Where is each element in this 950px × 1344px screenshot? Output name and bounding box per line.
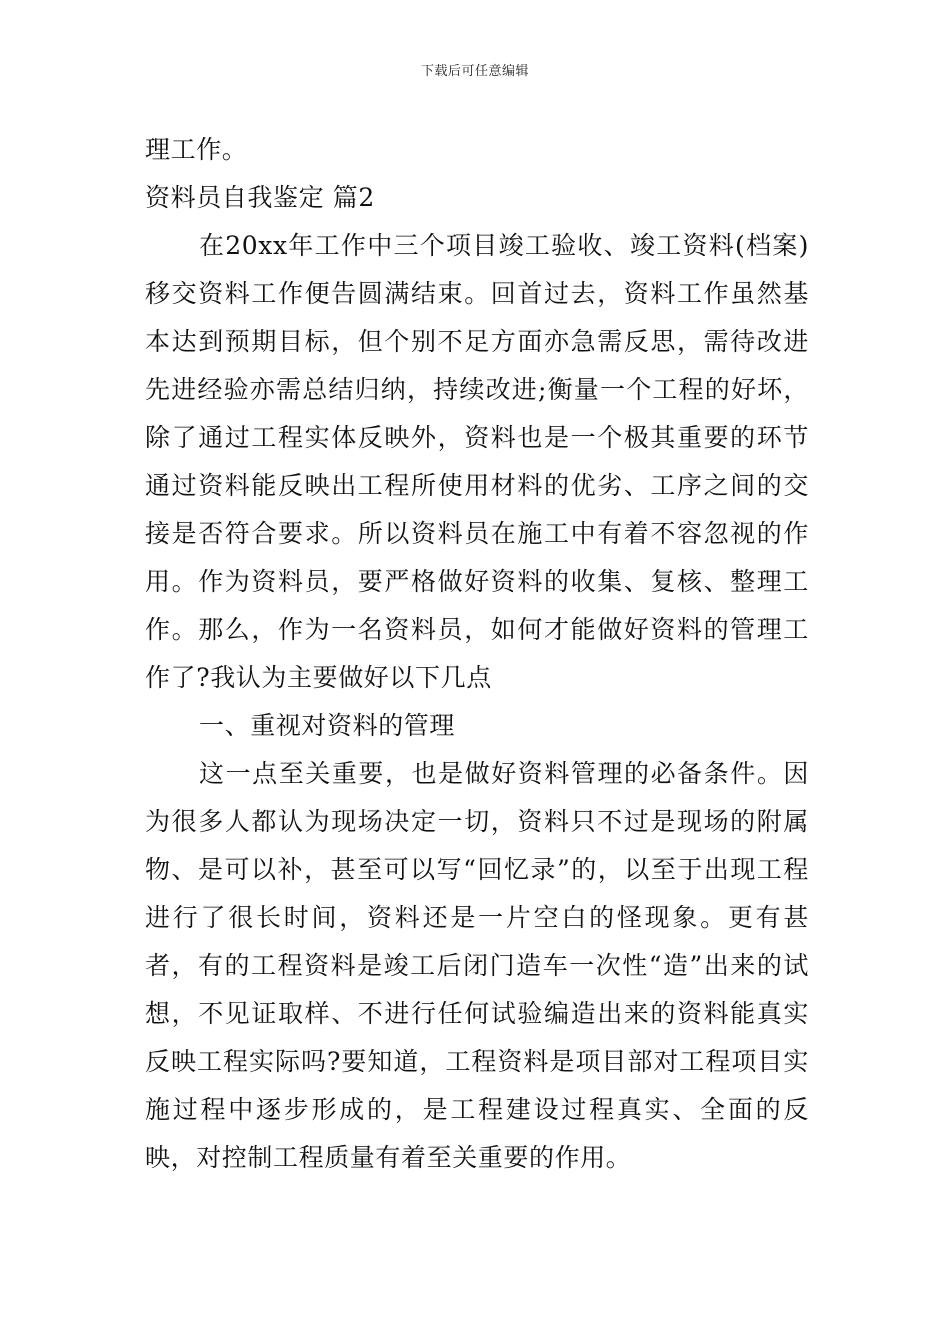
document-body <box>145 126 809 1182</box>
section-title: 资料员自我鉴定 篇2 <box>145 183 375 212</box>
paragraph-2: 这一点至关重要，也是做好资料管理的必备条件。因为很多人都认为现场决定一切，资料只不过是现场的附属物、是可以补，甚至可以写“回忆录”的，以至于出现工程进行了很长时间，资料还是一片空白的怪现象。更有甚者，有的工程资料是竣工后闭门造车一次性“造”出来的试想，不见证取样、不进行任何试验编造出来的资料能真实反映工程实际吗?要知道，工程资料是项目部对工程项目实施过程中逐步形成的，是工程建设过程真实、全面的反映，对控制工程质量有着至关重要的作用。 <box>145 759 809 1172</box>
page-header: 下载后可任意编辑 <box>420 64 529 79</box>
paragraph-1: 在20xx年工作中三个项目竣工验收、竣工资料(档案)移交资料工作便告圆满结束。回首过去，资料工作虽然基本达到预期目标，但个别不足方面亦急需反思，需待改进先进经验亦需总结归纳，持续改进;衡量一个工程的好坏，除了通过工程实体反映外，资料也是一个极其重要的环节通过资料能反映出工程所使用材料的优劣、工序之间的交接是否符合要求。所以资料员在施工中有着不容忽视的作用。作为资料员，要严格做好资料的收集、复核、整理工作。那么，作为一名资料员，如何才能做好资料的管理工作了?我认为主要做好以下几点 <box>145 231 809 692</box>
section-heading: 一、重视对资料的管理 <box>199 711 456 740</box>
continuation-line: 理工作。 <box>145 135 248 164</box>
